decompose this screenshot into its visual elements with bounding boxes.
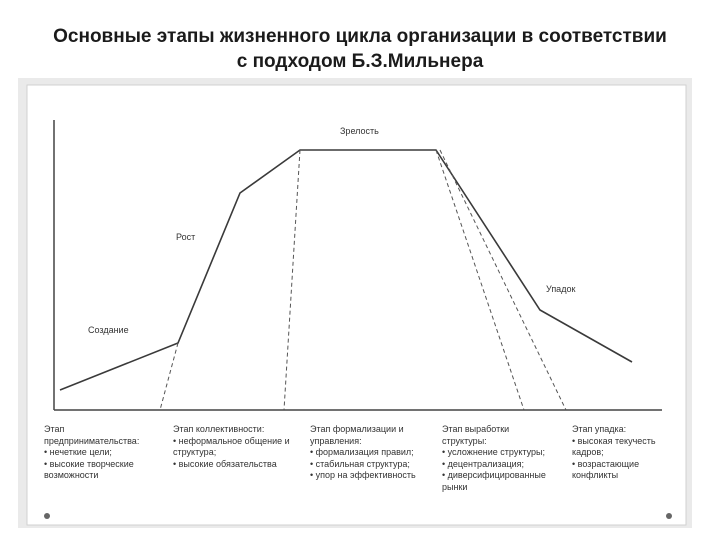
title-line-1: Основные этапы жизненного цикла организации в соответствии [53,26,667,47]
stage-2-item-2: • высокие обязательства [173,458,277,469]
stage-4-text [442,424,562,493]
stage-5-name: Этап упадка: [572,424,627,434]
stage-3-item-2: • стабильная структура; [310,458,410,469]
stage-1-item-2: • высокие творческие возможности [44,458,134,480]
stage-4-item-2: • децентрализация; [442,458,525,469]
stage-4-item-1: • усложнение структуры; [442,447,545,457]
stage-3-text [310,424,420,482]
stage-2-item-1: • неформальное общение и структура; [173,435,290,457]
label-growth: Рост [176,232,196,242]
stage-2-name: Этап коллективности: [173,424,265,434]
stage-1-text [44,424,154,482]
stage-3-item-3: • упор на эффективность [310,470,416,480]
stage-4-item-3: • диверсифицированные рынки [442,470,546,492]
title-line-2: с подходом Б.З.Мильнера [236,51,484,72]
label-maturity: Зрелость [340,126,379,136]
stage-1-name: Этап предпринимательства: [44,424,140,446]
label-decline: Упадок [546,284,576,294]
bullet-dot-right [666,513,672,519]
bullet-dot-left [44,513,50,519]
stage-5-text [572,424,682,482]
stage-3-name: Этап формализации и управления: [310,424,404,446]
stage-3-item-1: • формализация правил; [310,447,414,457]
stage-5-item-1: • высокая текучесть кадров; [572,435,656,457]
stage-4-name: Этап выработки структуры: [442,424,510,446]
stage-1-item-1: • нечеткие цели; [44,447,112,457]
stage-5-item-2: • возрастающие конфликты [572,458,640,480]
stage-2-text [173,424,298,470]
label-creation: Создание [88,325,129,335]
